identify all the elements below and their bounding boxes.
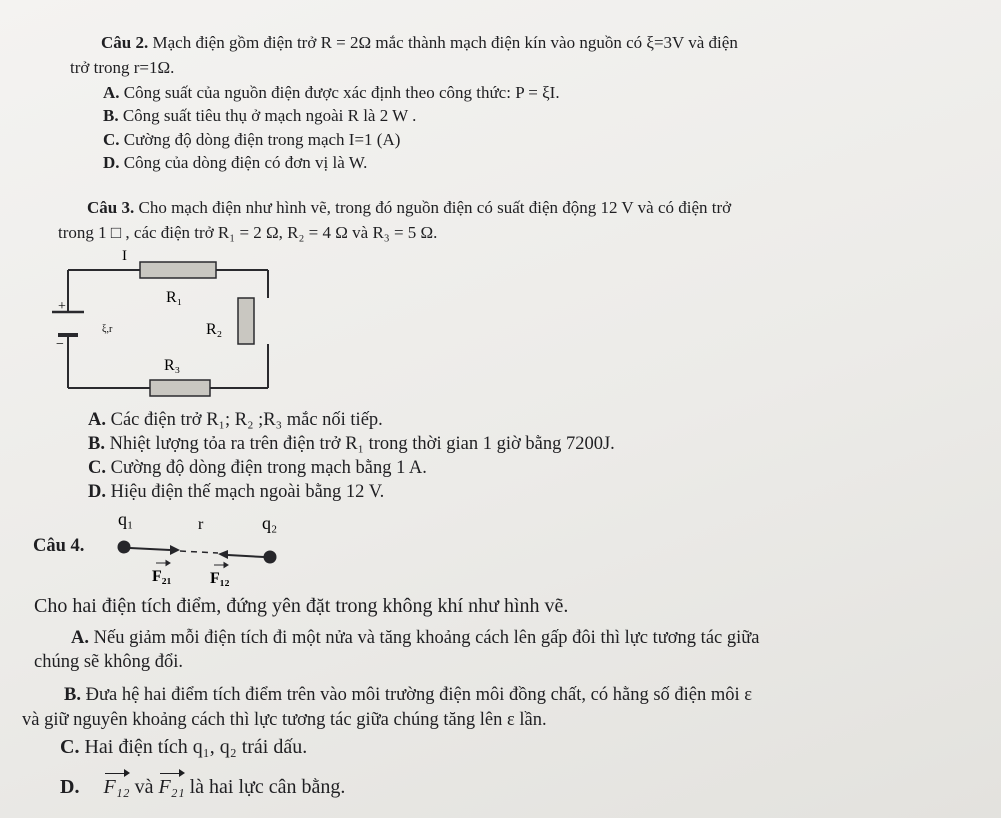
q2-label: q₂ (262, 513, 278, 533)
q3-option-d: D. Hiệu điện thế mạch ngoài bằng 12 V. (88, 482, 385, 502)
q3-stem: Cho mạch điện như hình vẽ, trong đó nguồn điện có suất điện động 12 V và có điện trở (138, 198, 732, 217)
q2-stem: Mạch điện gồm điện trở R = 2Ω mắc thành mạch điện kín vào nguồn có ξ=3V và điện (152, 33, 738, 52)
distance-dashed-line (180, 551, 218, 553)
circuit-diagram (40, 240, 280, 410)
q2-stem-line (101, 33, 738, 53)
resistor-r3 (150, 380, 210, 396)
q4-title: Câu 4. (33, 536, 85, 556)
q4-option-c: C. Hai điện tích q₁, q₂ trái dấu. (60, 736, 308, 758)
q2-option-a: A. Công suất của nguồn điện được xác định theo công thức: P = ξI. (103, 83, 560, 102)
charges-figure (110, 505, 290, 590)
battery-symbol (52, 312, 84, 335)
charge-q1 (118, 541, 131, 554)
q4-option-b-line1: B. Đưa hệ hai điểm tích điểm trên vào môi trường điện môi đồng chất, có hằng số điện môi ε (64, 685, 753, 705)
q4-stem: Cho hai điện tích điểm, đứng yên đặt trong không khí như hình vẽ. (34, 595, 569, 617)
source-label: ξ,r (102, 324, 113, 335)
vector-f21: F₂₁ (158, 776, 185, 798)
minus-sign: − (56, 337, 64, 352)
resistor-r2 (238, 298, 254, 344)
r2-label: R₂ (206, 321, 223, 338)
vector-f12: F₁₂ (103, 776, 130, 798)
q2-stem-cont: trở trong r=1Ω. (70, 58, 175, 77)
q3-stem-cont: trong 1 □ , các điện trở R₁ = 2 Ω, R₂ = 4 Ω và R₃ = 5 Ω. (58, 223, 438, 242)
f12-label: F₁₂ (210, 570, 230, 587)
q3-option-a: A. Các điện trở R₁; R₂ ;R₃ mắc nối tiếp. (88, 410, 383, 430)
force-f12-arrow (228, 555, 264, 557)
resistor-r1 (140, 262, 216, 278)
f21-label: F₂₁ (152, 568, 172, 585)
plus-sign: + (58, 299, 66, 314)
q3-stem-line (87, 198, 731, 218)
q2-option-c: C. Cường độ dòng điện trong mạch I=1 (A) (103, 130, 401, 149)
current-label: I (122, 248, 127, 264)
q4-option-a-line2: chúng sẽ không đổi. (34, 652, 184, 672)
q1-label: q₁ (118, 509, 134, 529)
q3-option-c: C. Cường độ dòng điện trong mạch bằng 1 A. (88, 458, 427, 478)
charge-q2 (264, 551, 277, 564)
q4-option-a-line1: A. Nếu giảm mỗi điện tích đi một nửa và tăng khoảng cách lên gấp đôi thì lực tương tác giữa (71, 628, 760, 648)
force-f21-arrow (130, 548, 170, 550)
q2-option-b: B. Công suất tiêu thụ ở mạch ngoài R là 2 W . (103, 106, 417, 125)
q3-title: Câu 3. (87, 198, 135, 217)
q4-option-b-line2: và giữ nguyên khoảng cách thì lực tương tác giữa chúng tăng lên ε lần. (22, 710, 547, 730)
distance-label: r (198, 516, 204, 533)
r1-label: R₁ (166, 289, 183, 306)
q2-title: Câu 2. (101, 33, 149, 52)
q2-option-d: D. Công của dòng điện có đơn vị là W. (103, 153, 368, 172)
q3-option-b: B. Nhiệt lượng tỏa ra trên điện trở R₁ trong thời gian 1 giờ bằng 7200J. (88, 434, 615, 454)
q4-option-d: D. F₁₂ và F₂₁ là hai lực cân bằng. (60, 776, 346, 798)
r3-label: R₃ (164, 357, 181, 374)
